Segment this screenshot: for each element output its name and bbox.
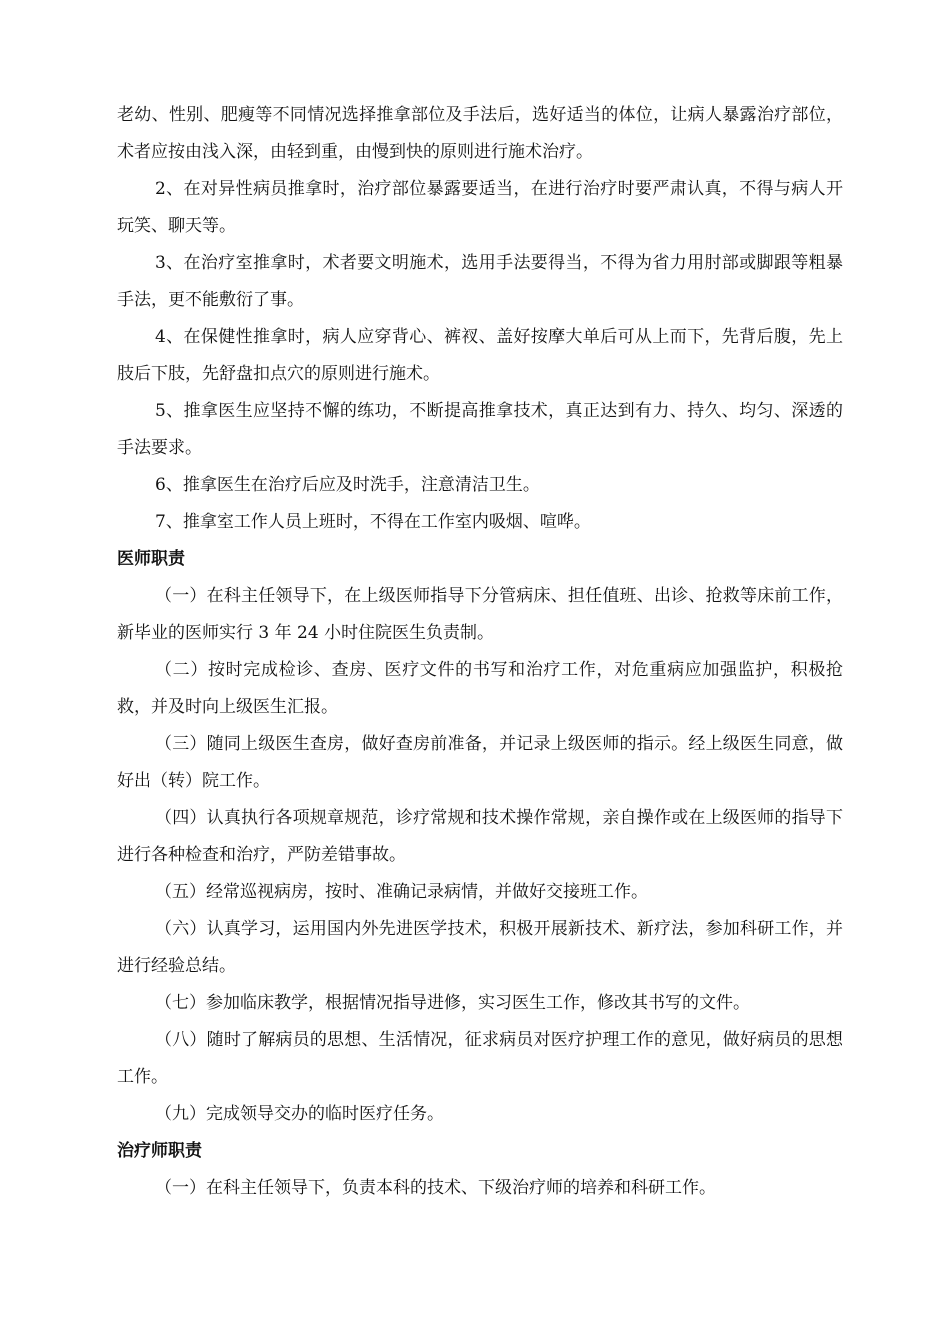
physician-item-2: （二）按时完成检诊、查房、医疗文件的书写和治疗工作，对危重病应加强监护，积极抢救，并及时向上级医生汇报。 bbox=[117, 660, 843, 717]
physician-item-9: （九）完成领导交办的临时医疗任务。 bbox=[155, 1104, 444, 1124]
physician-item-4: （四）认真执行各项规章规范，诊疗常规和技术操作常规，亲自操作或在上级医师的指导下进行各种检查和治疗，严防差错事故。 bbox=[117, 808, 843, 865]
physician-item-7: （七）参加临床教学，根据情况指导进修，实习医生工作，修改其书写的文件。 bbox=[155, 993, 750, 1013]
intro-item-4: 4、在保健性推拿时，病人应穿背心、裤衩、盖好按摩大单后可从上而下，先背后腹，先上肢后下肢，先舒盘扣点穴的原则进行施术。 bbox=[117, 327, 843, 384]
document-body bbox=[117, 97, 843, 1207]
intro-continuation: 老幼、性别、肥瘦等不同情况选择推拿部位及手法后，选好适当的体位，让病人暴露治疗部位，术者应按由浅入深，由轻到重，由慢到快的原则进行施术治疗。 bbox=[117, 105, 843, 162]
physician-item-3: （三）随同上级医生查房，做好查房前准备，并记录上级医师的指示。经上级医生同意，做好出（转）院工作。 bbox=[117, 734, 843, 791]
physician-item-5: （五）经常巡视病房，按时、准确记录病情，并做好交接班工作。 bbox=[155, 882, 648, 902]
intro-item-5: 5、推拿医生应坚持不懈的练功，不断提高推拿技术，真正达到有力、持久、均匀、深透的手法要求。 bbox=[117, 401, 843, 458]
intro-item-2: 2、在对异性病员推拿时，治疗部位暴露要适当，在进行治疗时要严肃认真，不得与病人开玩笑、聊天等。 bbox=[117, 179, 843, 236]
physician-item-8: （八）随时了解病员的思想、生活情况，征求病员对医疗护理工作的意见，做好病员的思想工作。 bbox=[117, 1030, 843, 1087]
therapist-item-1: （一）在科主任领导下，负责本科的技术、下级治疗师的培养和科研工作。 bbox=[155, 1178, 716, 1198]
intro-item-7: 7、推拿室工作人员上班时，不得在工作室内吸烟、喧哗。 bbox=[155, 512, 591, 532]
therapist-section-heading: 治疗师职责 bbox=[117, 1141, 202, 1161]
physician-section-heading: 医师职责 bbox=[117, 549, 185, 569]
intro-item-3: 3、在治疗室推拿时，术者要文明施术，选用手法要得当，不得为省力用肘部或脚跟等粗暴手法，更不能敷衍了事。 bbox=[117, 253, 843, 310]
physician-item-1: （一）在科主任领导下，在上级医师指导下分管病床、担任值班、出诊、抢救等床前工作，新毕业的医师实行 3 年 24 小时住院医生负责制。 bbox=[117, 586, 843, 643]
intro-item-6: 6、推拿医生在治疗后应及时洗手，注意清洁卫生。 bbox=[155, 475, 540, 495]
physician-item-6: （六）认真学习，运用国内外先进医学技术，积极开展新技术、新疗法，参加科研工作，并进行经验总结。 bbox=[117, 919, 843, 976]
